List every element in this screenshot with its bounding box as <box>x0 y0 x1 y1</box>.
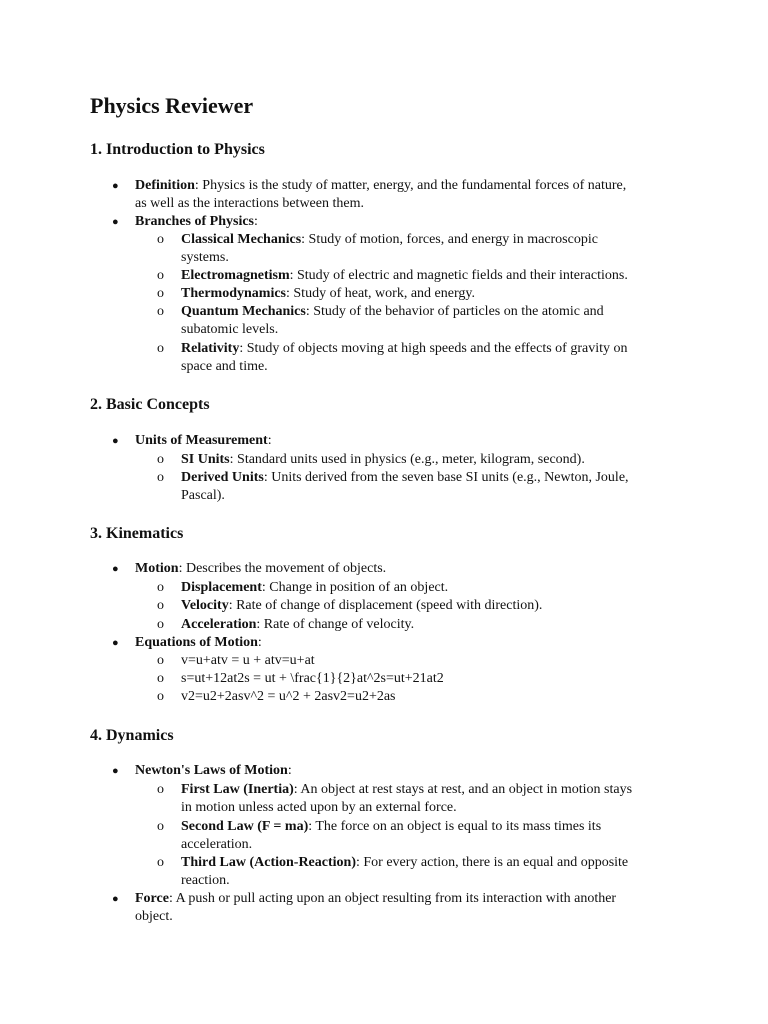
subitem-description-cont: reaction. <box>181 873 230 888</box>
item-term: Definition <box>135 178 195 193</box>
bullet-glyph: ● <box>112 765 119 777</box>
sub-list-item-continuation <box>181 799 457 817</box>
sub-list-item-continuation <box>181 249 229 267</box>
sub-bullet-glyph: o <box>157 452 164 467</box>
sub-bullet-glyph: o <box>157 617 164 632</box>
bullet-glyph: ● <box>112 216 119 228</box>
sub-list-item-continuation <box>181 358 268 376</box>
sub-list-item <box>181 231 598 249</box>
item-description: : <box>257 635 262 650</box>
sub-list-item-continuation <box>181 321 278 339</box>
subitem-description: s=ut+12at2s = ut + \frac{1}{2}at^2s=ut+21at2 <box>181 671 444 686</box>
item-term: Branches of Physics <box>135 214 254 229</box>
item-description: : <box>287 763 292 778</box>
sub-list-item <box>181 854 628 872</box>
subitem-term: Second Law (F = ma) <box>181 819 309 834</box>
subitem-description-cont: subatomic levels. <box>181 322 279 337</box>
sub-list-item <box>181 616 414 634</box>
section-heading: 3. Kinematics <box>90 525 184 542</box>
subitem-term: Third Law (Action-Reaction) <box>181 855 356 870</box>
sub-bullet-glyph: o <box>157 855 164 870</box>
subitem-term: Electromagnetism <box>181 268 290 283</box>
sub-list-item <box>181 781 632 799</box>
bullet-glyph: ● <box>112 435 119 447</box>
sub-list-item <box>181 579 448 597</box>
sub-bullet-glyph: o <box>157 819 164 834</box>
subitem-description: : Study of heat, work, and energy. <box>286 286 475 301</box>
sub-list-item <box>181 451 585 469</box>
list-item <box>135 432 272 450</box>
sub-list-item-continuation <box>181 872 230 890</box>
section-heading: 2. Basic Concepts <box>90 396 210 413</box>
subitem-term: Quantum Mechanics <box>181 304 306 319</box>
bullet-glyph: ● <box>112 893 119 905</box>
subitem-description-cont: space and time. <box>181 359 268 374</box>
subitem-term: First Law (Inertia) <box>181 782 294 797</box>
bullet-glyph: ● <box>112 563 119 575</box>
subitem-term: Classical Mechanics <box>181 232 302 247</box>
subitem-description: v=u+atv = u + atv=u+at <box>181 653 315 668</box>
sub-list-item-continuation <box>181 487 225 505</box>
sub-bullet-glyph: o <box>157 580 164 595</box>
sub-bullet-glyph: o <box>157 689 164 704</box>
subitem-description: : An object at rest stays at rest, and an object in motion stays <box>293 782 633 797</box>
sub-bullet-glyph: o <box>157 671 164 686</box>
subitem-description: : Study of motion, forces, and energy in macroscopic <box>301 232 598 247</box>
sub-list-item <box>181 670 444 688</box>
sub-list-item <box>181 303 604 321</box>
sub-bullet-glyph: o <box>157 598 164 613</box>
item-term: Motion <box>135 561 179 576</box>
subitem-description-cont: Pascal). <box>181 488 225 503</box>
subitem-term: Displacement <box>181 580 262 595</box>
sub-bullet-glyph: o <box>157 232 164 247</box>
sub-bullet-glyph: o <box>157 268 164 283</box>
section-heading: 4. Dynamics <box>90 727 174 744</box>
sub-bullet-glyph: o <box>157 653 164 668</box>
sub-list-item <box>181 652 315 670</box>
subitem-description: v2=u2+2asv^2 = u^2 + 2asv2=u2+2as <box>181 689 396 704</box>
subitem-term: Thermodynamics <box>181 286 286 301</box>
sub-list-item <box>181 597 542 615</box>
subitem-term: Acceleration <box>181 617 257 632</box>
subitem-description: : Rate of change of velocity. <box>256 617 415 632</box>
item-description: : A push or pull acting upon an object resulting from its interaction with another <box>168 891 617 906</box>
sub-bullet-glyph: o <box>157 286 164 301</box>
page-title: Physics Reviewer <box>90 93 254 118</box>
subitem-description: : The force on an object is equal to its mass times its <box>308 819 602 834</box>
subitem-description: : Study of the behavior of particles on the atomic and <box>305 304 604 319</box>
bullet-glyph: ● <box>112 637 119 649</box>
sub-list-item <box>181 469 629 487</box>
subitem-description: : Study of electric and magnetic fields and their interactions. <box>289 268 628 283</box>
subitem-description: : Rate of change of displacement (speed with direction). <box>228 598 543 613</box>
subitem-description: : Units derived from the seven base SI units (e.g., Newton, Joule, <box>263 470 629 485</box>
subitem-description: : For every action, there is an equal and opposite <box>356 855 629 870</box>
subitem-description: : Change in position of an object. <box>261 580 449 595</box>
sub-bullet-glyph: o <box>157 470 164 485</box>
list-item <box>135 177 626 195</box>
subitem-description-cont: acceleration. <box>181 837 253 852</box>
item-description: : Describes the movement of objects. <box>178 561 387 576</box>
subitem-description-cont: systems. <box>181 250 229 265</box>
sub-list-item <box>181 267 628 285</box>
item-description: : <box>254 214 258 229</box>
subitem-description-cont: in motion unless acted upon by an external force. <box>181 800 457 815</box>
sub-bullet-glyph: o <box>157 782 164 797</box>
section-heading: 1. Introduction to Physics <box>90 141 265 158</box>
subitem-description: : Study of objects moving at high speeds and the effects of gravity on <box>239 341 628 356</box>
list-item <box>135 762 292 780</box>
list-item-continuation <box>135 195 364 213</box>
list-item <box>135 890 616 908</box>
subitem-description: : Standard units used in physics (e.g., meter, kilogram, second). <box>229 452 585 467</box>
list-item <box>135 634 262 652</box>
sub-bullet-glyph: o <box>157 341 164 356</box>
item-term: Equations of Motion <box>135 635 258 650</box>
item-description-cont: as well as the interactions between them. <box>135 196 364 211</box>
list-item <box>135 213 258 231</box>
subitem-term: Relativity <box>181 341 240 356</box>
bullet-glyph: ● <box>112 180 119 192</box>
item-term: Units of Measurement <box>135 433 268 448</box>
sub-list-item <box>181 285 475 303</box>
list-item <box>135 560 386 578</box>
list-item-continuation <box>135 908 173 926</box>
sub-list-item <box>181 340 628 358</box>
item-description-cont: object. <box>135 909 173 924</box>
item-term: Force <box>135 891 169 906</box>
subitem-term: Velocity <box>181 598 229 613</box>
item-description: : Physics is the study of matter, energy, and the fundamental forces of nature, <box>194 178 627 193</box>
subitem-term: SI Units <box>181 452 230 467</box>
sub-list-item <box>181 818 601 836</box>
item-description: : <box>267 433 272 448</box>
item-term: Newton's Laws of Motion <box>135 763 288 778</box>
sub-bullet-glyph: o <box>157 304 164 319</box>
sub-list-item-continuation <box>181 836 252 854</box>
subitem-term: Derived Units <box>181 470 264 485</box>
sub-list-item <box>181 688 396 706</box>
